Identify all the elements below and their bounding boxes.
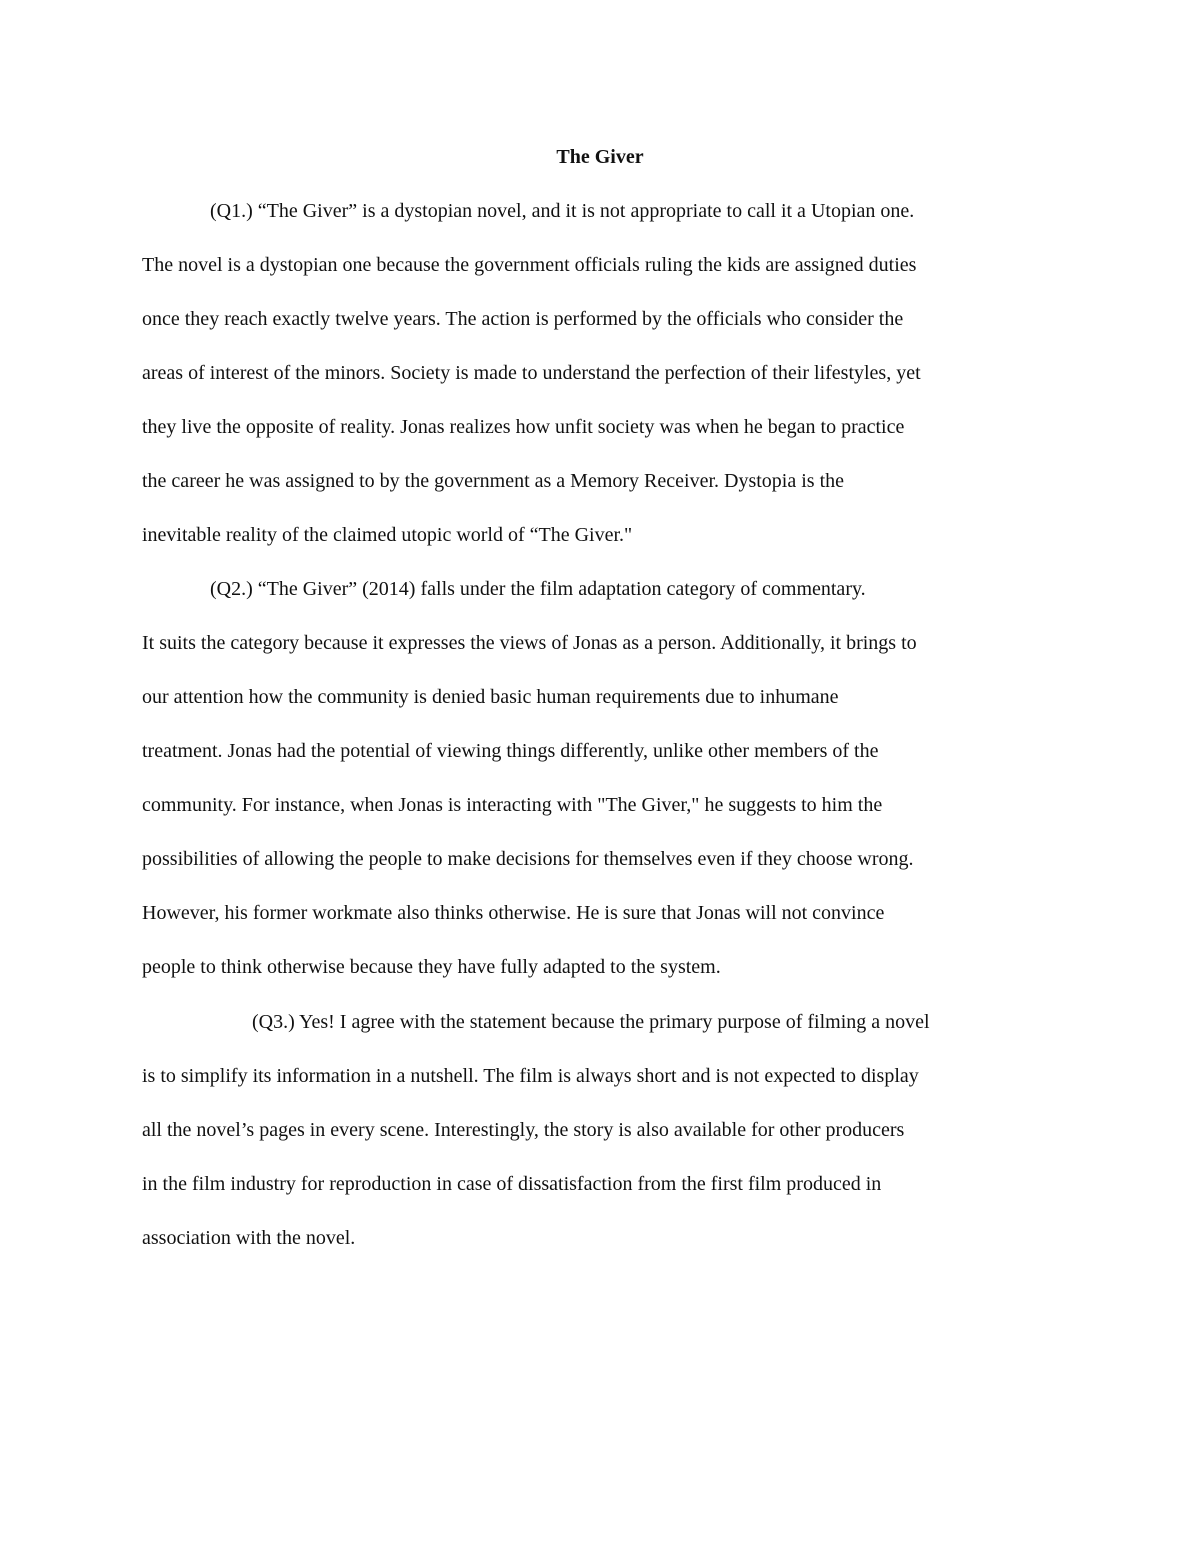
q3-line-3: all the novel’s pages in every scene. Interestingly, the story is also available for other producers [142,1119,905,1141]
q1-line-2: The novel is a dystopian one because the government officials ruling the kids are assigned duties [142,254,917,276]
q3-line-4: in the film industry for reproduction in case of dissatisfaction from the first film produced in [142,1173,882,1195]
document-title: The Giver [556,146,644,168]
q1-line-1: (Q1.) “The Giver” is a dystopian novel, and it is not appropriate to call it a Utopian one. [210,200,915,222]
q3-line-5: association with the novel. [142,1227,356,1249]
q1-line-6: the career he was assigned to by the government as a Memory Receiver. Dystopia is the [142,470,845,492]
q2-line-1: (Q2.) “The Giver” (2014) falls under the film adaptation category of commentary. [210,578,866,600]
q1-line-5: they live the opposite of reality. Jonas realizes how unfit society was when he began to practice [142,416,905,438]
q2-line-6: possibilities of allowing the people to make decisions for themselves even if they choose wrong. [142,848,914,870]
q1-line-4: areas of interest of the minors. Society is made to understand the perfection of their lifestyles, yet [142,362,921,384]
q2-line-7: However, his former workmate also thinks otherwise. He is sure that Jonas will not convince [142,902,885,924]
q1-line-7: inevitable reality of the claimed utopic world of “The Giver." [142,524,633,546]
q2-line-4: treatment. Jonas had the potential of viewing things differently, unlike other members of the [142,740,879,762]
q3-line-2: is to simplify its information in a nutshell. The film is always short and is not expected to display [142,1065,919,1087]
q2-line-8: people to think otherwise because they have fully adapted to the system. [142,956,721,978]
q3-line-1: (Q3.) Yes! I agree with the statement because the primary purpose of filming a novel [252,1011,930,1033]
q2-line-3: our attention how the community is denied basic human requirements due to inhumane [142,686,839,708]
q2-line-2: It suits the category because it expresses the views of Jonas as a person. Additionally, it brings to [142,632,917,654]
q1-line-3: once they reach exactly twelve years. The action is performed by the officials who consider the [142,308,904,330]
q2-line-5: community. For instance, when Jonas is interacting with "The Giver," he suggests to him the [142,794,883,816]
